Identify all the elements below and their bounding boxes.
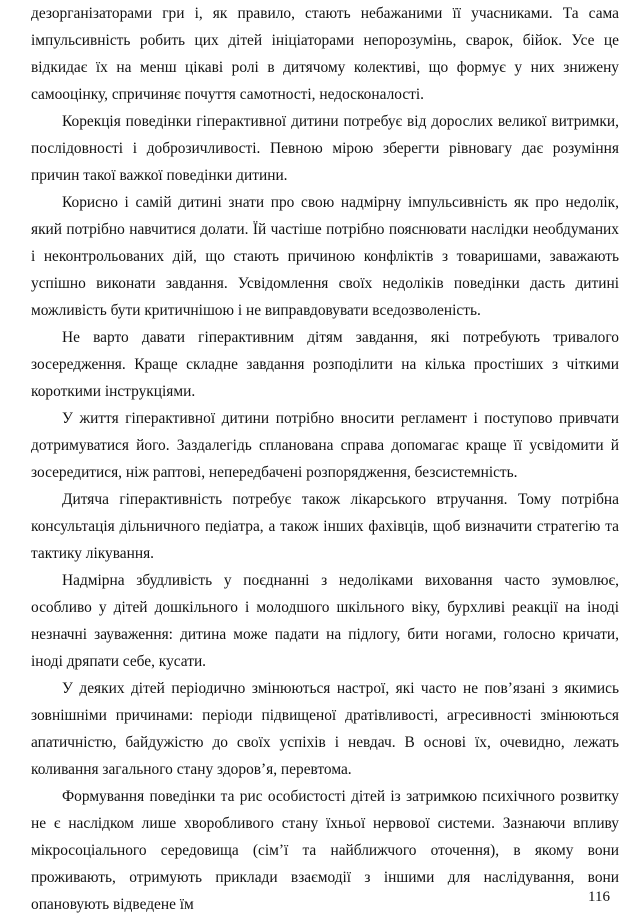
paragraph-2: Корекція поведінки гіперактивної дитини потребує від дорослих великої витримки, послідовності і доброзичливості. Певною мірою зберегти рівновагу дає розуміння причин такої важкої поведінки дитини. [31, 113, 619, 184]
paragraph-9: Формування поведінки та рис особистості дітей із затримкою психічного розвитку не є наслідком лише хворобливого стану їхньої нервової системи. Зазнаючи впливу мікросоціального середовища (сім’ї та найближчого оточення), в якому вони проживають, отримують приклади взаємодії з іншими для наслідування, вони опановують відведене їм [31, 788, 619, 913]
paragraph-7: Надмірна збудливість у поєднанні з недоліками виховання часто зумовлює, особливо у дітей дошкільного і молодшого шкільного віку, бурхливі реакції на іноді незначні зауваження: дитина може падати на підлогу, бити ногами, голосно кричати, іноді дряпати себе, кусати. [31, 572, 619, 670]
paragraph-3: Корисно і самій дитині знати про свою надмірну імпульсивність як про недолік, який потрібно навчитися долати. Їй частіше потрібно пояснювати наслідки необдуманих і неконтрольованих дій, що стають причиною конфліктів з товаришами, заважають успішно виконати завдання. Усвідомлення своїх недоліків поведінки дасть дитині можливість бути критичнішою і не виправдовувати вседозволеність. [31, 194, 619, 319]
paragraph-4: Не варто давати гіперактивним дітям завдання, які потребують тривалого зосередження. Краще складне завдання розподілити на кілька простіших з чіткими короткими інструкціями. [31, 329, 619, 400]
page-number: 116 [588, 889, 610, 905]
body-text [31, 0, 619, 918]
paragraph-8: У деяких дітей періодично змінюються настрої, які часто не пов’язані з якимись зовнішніми причинами: періоди підвищеної дратівливості, агресивності змінюються апатичністю, байдужістю до своїх успіхів і невдач. В основі їх, очевидно, лежать коливання загального стану здоров’я, перевтома. [31, 680, 619, 778]
paragraph-5: У життя гіперактивної дитини потрібно вносити регламент і поступово привчати дотримуватися його. Заздалегідь спланована справа допомагає краще її усвідомити й зосередитися, ніж раптові, непередбачені розпорядження, безсистемність. [31, 410, 619, 481]
paragraph-1: дезорганізаторами гри і, як правило, стають небажаними її учасниками. Та сама імпульсивність робить цих дітей ініціаторами непорозумінь, сварок, бійок. Усе це відкидає їх на менш цікаві ролі в дитячому колективі, що формує у них знижену самооцінку, спричиняє почуття самотності, недосконалості. [31, 5, 619, 103]
paragraph-6: Дитяча гіперактивність потребує також лікарського втручання. Тому потрібна консультація дільничного педіатра, а також інших фахівців, щоб визначити стратегію та тактику лікування. [31, 491, 619, 562]
